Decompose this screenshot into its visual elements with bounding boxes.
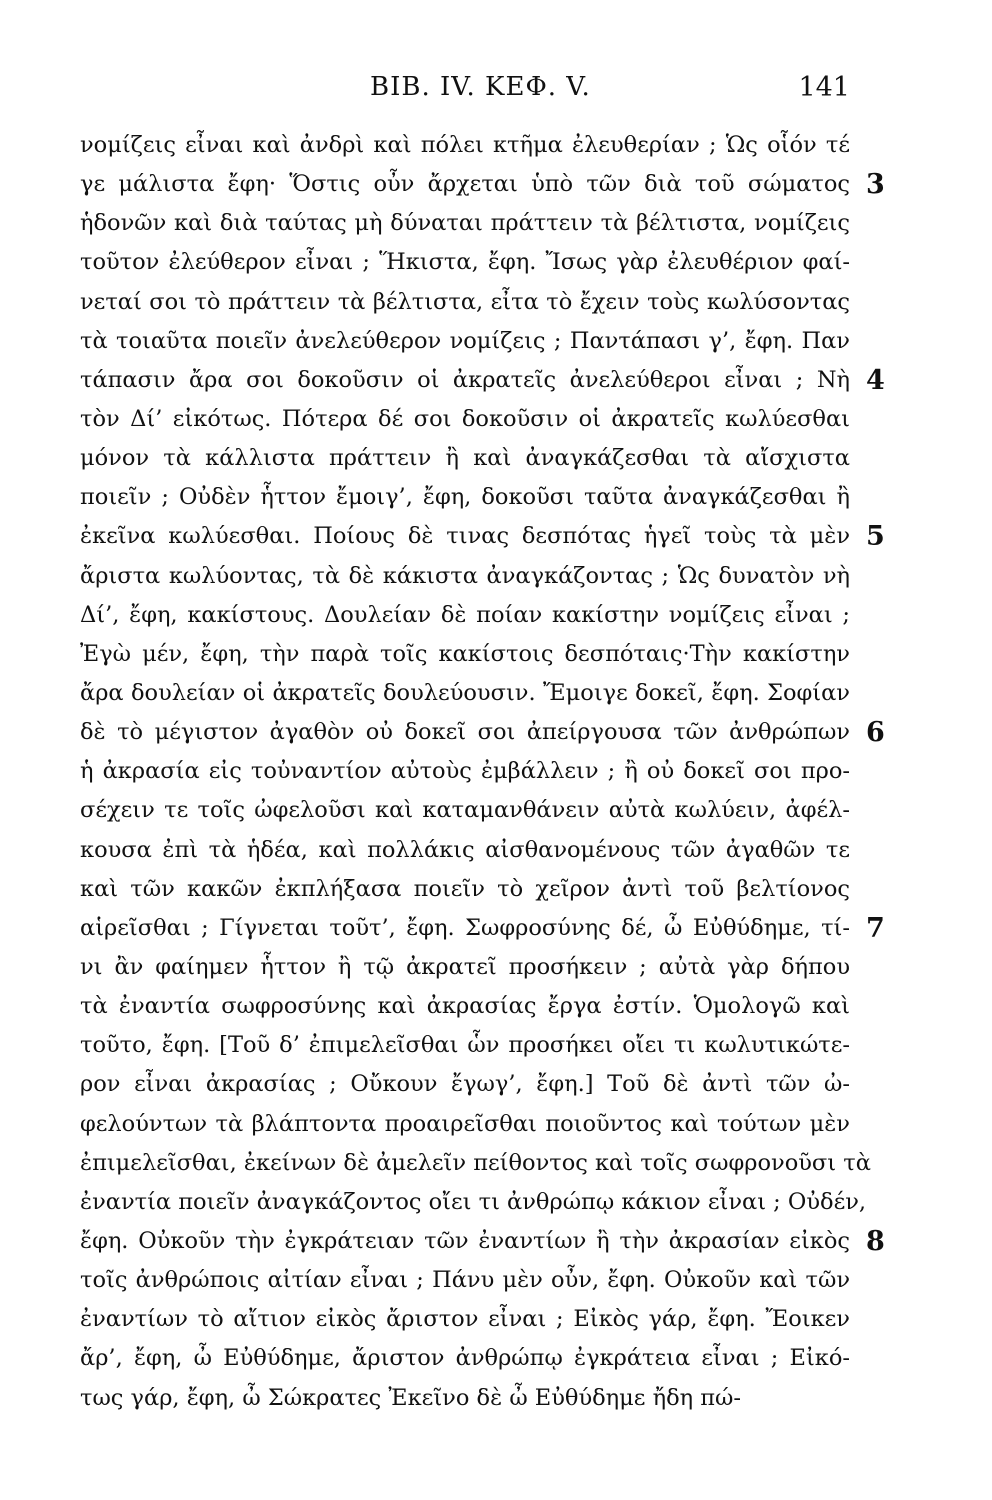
text-line — [80, 165, 885, 204]
line-text: ἄρ’, ἔφη, ὦ Εὐθύδημε, ἄριστον ἀνθρώπῳ ἐγκράτεια εἶναι ; Εἰκό- — [80, 1345, 850, 1372]
text-line — [80, 400, 850, 439]
text-line — [80, 1065, 850, 1104]
text-line — [80, 126, 850, 165]
text-line — [80, 517, 885, 556]
text-line — [80, 557, 850, 596]
line-text: ἡδονῶν καὶ διὰ ταύτας μὴ δύναται πράττειν τὰ βέλτιστα, νομίζεις — [80, 210, 850, 237]
text-line — [80, 204, 850, 243]
line-text: φελούντων τὰ βλάπτοντα προαιρεῖσθαι ποιοῦντος καὶ τούτων μὲν — [80, 1110, 850, 1137]
line-text: τὰ τοιαῦτα ποιεῖν ἀνελεύθερον νομίζεις ; Παντάπασι γ’, ἔφη. Παν — [80, 327, 850, 354]
line-text: ρον εἶναι ἀκρασίας ; Οὔκουν ἔγωγ’, ἔφη.] Τοῦ δὲ ἀντὶ τῶν ὠ- — [80, 1071, 850, 1098]
line-text: ἄρα δουλείαν οἱ ἀκρατεῖς δουλεύουσιν. Ἔμοιγε δοκεῖ, ἔφη. Σοφίαν — [80, 679, 850, 706]
text-line — [80, 752, 850, 791]
section-number: 8 — [866, 1225, 885, 1257]
line-text: αἱρεῖσθαι ; Γίγνεται τοῦτ’, ἔφη. Σωφροσύνης δέ, ὦ Εὐθύδημε, τί- — [80, 914, 850, 941]
section-number: 7 — [866, 912, 885, 944]
line-text: μόνον τὰ κάλλιστα πράττειν ἢ καὶ ἀναγκάζεσθαι τὰ αἴσχιστα — [80, 445, 850, 472]
line-text: ἔφη. Οὐκοῦν τὴν ἐγκράτειαν τῶν ἐναντίων ἢ τὴν ἀκρασίαν εἰκὸς — [80, 1227, 850, 1254]
line-text: ἡ ἀκρασία εἰς τοὐναντίον αὐτοὺς ἐμβάλλειν ; ἢ οὐ δοκεῖ σοι προ- — [80, 758, 850, 785]
section-number: 4 — [866, 364, 885, 396]
text-line — [80, 1144, 871, 1183]
page-number: 141 — [798, 72, 850, 103]
line-text: καὶ τῶν κακῶν ἐκπλήξασα ποιεῖν τὸ χεῖρον ἀντὶ τοῦ βελτίονος — [80, 875, 850, 902]
line-text: τως γάρ, ἔφη, ὦ Σώκρατες Ἐκεῖνο δὲ ὦ Εὐθύδημε ἤδη πώ- — [80, 1384, 741, 1411]
section-number: 5 — [866, 521, 885, 553]
line-text: ἄριστα κωλύοντας, τὰ δὲ κάκιστα ἀναγκάζοντας ; Ὡς δυνατὸν νὴ — [80, 562, 850, 589]
body-text — [80, 126, 885, 1418]
text-line — [80, 948, 850, 987]
line-text: τοῖς ἀνθρώποις αἰτίαν εἶναι ; Πάνυ μὲν οὖν, ἔφη. Οὐκοῦν καὶ τῶν — [80, 1267, 850, 1294]
line-text: ἐκεῖνα κωλύεσθαι. Ποίους δὲ τινας δεσπότας ἡγεῖ τοὺς τὰ μὲν — [80, 523, 850, 550]
text-line — [80, 478, 850, 517]
line-text: τάπασιν ἄρα σοι δοκοῦσιν οἱ ἀκρατεῖς ἀνελεύθεροι εἶναι ; Νὴ — [80, 366, 850, 393]
line-text: δὲ τὸ μέγιστον ἀγαθὸν οὐ δοκεῖ σοι ἀπείργουσα τῶν ἀνθρώπων — [80, 719, 850, 746]
line-text: τὰ ἐναντία σωφροσύνης καὶ ἀκρασίας ἔργα ἐστίν. Ὁμολογῶ καὶ — [80, 993, 850, 1020]
text-line — [80, 713, 885, 752]
text-line — [80, 987, 850, 1026]
line-text: ποιεῖν ; Οὐδὲν ἧττον ἔμοιγ’, ἔφη, δοκοῦσι ταῦτα ἀναγκάζεσθαι ἢ — [80, 484, 850, 511]
line-text: τὸν Δί’ εἰκότως. Πότερα δέ σοι δοκοῦσιν οἱ ἀκρατεῖς κωλύεσθαι — [80, 405, 850, 432]
line-text: ἐναντία ποιεῖν ἀναγκάζοντος οἴει τι ἀνθρώπῳ κάκιον εἶναι ; Οὐδέν, — [80, 1188, 867, 1215]
line-text: νεταί σοι τὸ πράττειν τὰ βέλτιστα, εἶτα τὸ ἔχειν τοὺς κωλύσοντας — [80, 288, 850, 315]
line-text: νομίζεις εἶναι καὶ ἀνδρὶ καὶ πόλει κτῆμα ἐλευθερίαν ; Ὡς οἷόν τέ — [80, 132, 850, 158]
section-number: 6 — [866, 717, 885, 749]
line-text: τοῦτο, ἔφη. [Τοῦ δ’ ἐπιμελεῖσθαι ὧν προσήκει οἴει τι κωλυτικώτε- — [80, 1032, 850, 1059]
text-line — [80, 1300, 850, 1339]
text-line — [80, 791, 850, 830]
page-header — [80, 72, 850, 118]
text-line — [80, 1026, 850, 1065]
text-line — [80, 1339, 850, 1378]
line-text: νι ἂν φαίημεν ἧττον ἢ τῷ ἀκρατεῖ προσήκειν ; αὐτὰ γὰρ δήπου — [80, 953, 850, 980]
line-text: ἐναντίων τὸ αἴτιον εἰκὸς ἄριστον εἶναι ; Εἰκὸς γάρ, ἔφη. Ἔοικεν — [80, 1306, 850, 1333]
text-line — [80, 361, 885, 400]
line-text: κουσα ἐπὶ τὰ ἡδέα, καὶ πολλάκις αἰσθανομένους τῶν ἀγαθῶν τε — [80, 836, 850, 863]
text-line — [80, 1183, 867, 1222]
text-line — [80, 909, 885, 948]
line-text: Ἐγὼ μέν, ἔφη, τὴν παρὰ τοῖς κακίστοις δεσπόταις·Τὴν κακίστην — [80, 640, 850, 667]
line-text: σέχειν τε τοῖς ὠφελοῦσι καὶ καταμανθάνειν αὐτὰ κωλύειν, ἀφέλ- — [80, 797, 850, 824]
line-text: ἐπιμελεῖσθαι, ἐκείνων δὲ ἀμελεῖν πείθοντος καὶ τοῖς σωφρονοῦσι τὰ — [80, 1149, 871, 1176]
section-number: 3 — [866, 169, 885, 201]
text-line — [80, 1379, 850, 1418]
text-line — [80, 283, 850, 322]
text-line — [80, 635, 850, 674]
text-line — [80, 322, 850, 361]
text-line — [80, 596, 850, 635]
line-text: τοῦτον ἐλεύθερον εἶναι ; Ἥκιστα, ἔφη. Ἴσως γὰρ ἐλευθέριον φαί- — [80, 249, 850, 276]
text-line — [80, 674, 850, 713]
text-line — [80, 1222, 885, 1261]
text-line — [80, 831, 850, 870]
running-head: ΒΙΒ. IV. ΚΕΦ. V. — [370, 72, 591, 102]
text-line — [80, 1261, 850, 1300]
text-line — [80, 870, 850, 909]
text-line — [80, 1105, 850, 1144]
text-line — [80, 439, 850, 478]
text-line — [80, 243, 850, 282]
line-text: Δί’, ἔφη, κακίστους. Δουλείαν δὲ ποίαν κακίστην νομίζεις εἶναι ; — [80, 601, 850, 628]
line-text: γε μάλιστα ἔφη· Ὅστις οὖν ἄρχεται ὑπὸ τῶν διὰ τοῦ σώματος — [80, 171, 850, 198]
